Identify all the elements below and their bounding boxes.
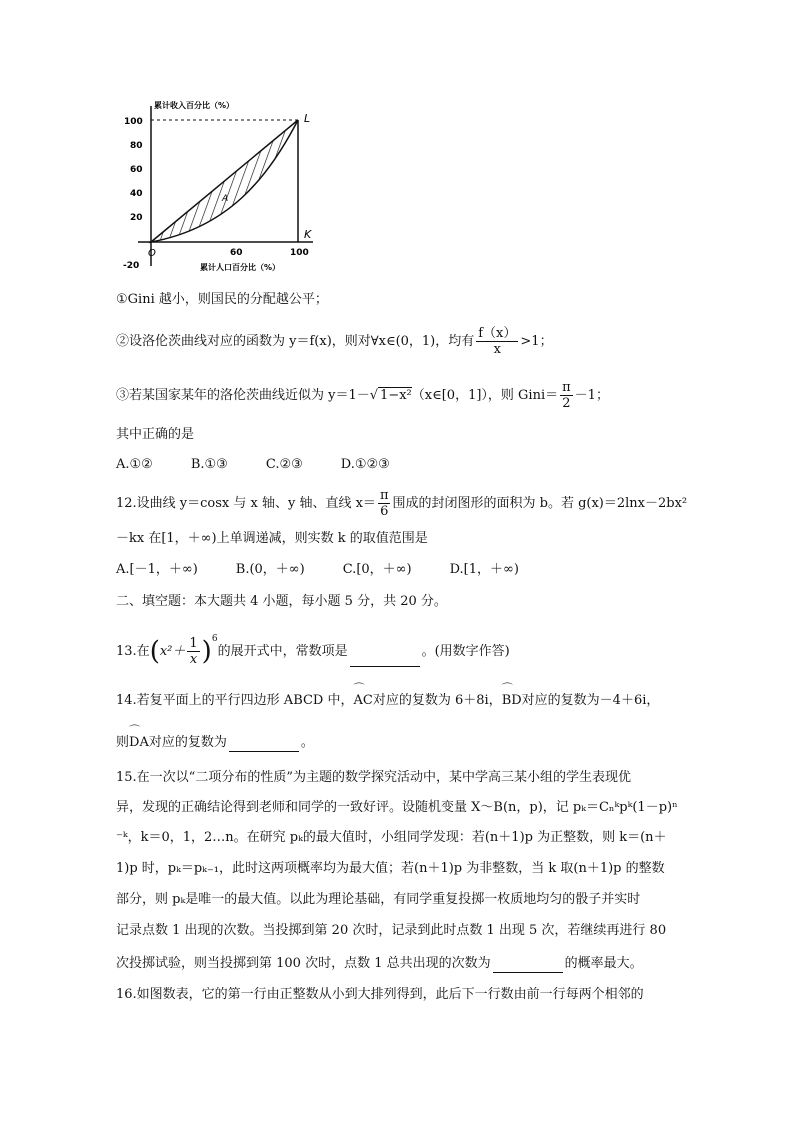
point-L: L <box>304 112 311 125</box>
q11-option-b[interactable]: B.①③ <box>190 457 228 472</box>
fraction-1-over-x: $\frac{1}{x}$ <box>189 636 198 667</box>
statement-2: ②设洛伦茨曲线对应的函数为 y＝f(x)，则对∀x∈(0，1)，均有 $\frac{f(x)}{x}$ >1； <box>116 326 553 357</box>
ytick-40: 40 <box>130 189 143 199</box>
xtick-100: 100 <box>290 248 309 258</box>
section-2-heading: 二、填空题：本大题共 4 小题，每小题 5 分，共 20 分。 <box>116 594 447 609</box>
q13-answer-blank[interactable] <box>350 652 420 667</box>
x-axis-label: 累计人口百分比（%） <box>200 263 281 272</box>
statement-3: ③若某国家某年的洛伦茨曲线近似为 y＝1－√ 1−x²（x∈[0，1]），则 Gini＝ $\frac{\pi}{2}$ －1； <box>116 380 609 411</box>
q11-option-a[interactable]: A.①② <box>116 457 153 472</box>
sqrt-sign: √ <box>369 388 379 403</box>
q15-line7: 次投掷试验，则当投掷到第 100 次时，点数 1 总共出现的次数为 的概率最大。 <box>116 956 643 971</box>
q11-option-d[interactable]: D.①②③ <box>340 457 390 472</box>
ytick-100: 100 <box>124 117 143 127</box>
q15-line5: 部分，则 pₖ是唯一的最大值。以此为理论基础，有同学重复投掷一枚质地均匀的骰子并实时 <box>116 892 641 907</box>
fraction-pi-over-6: $\frac{\pi}{6}$ <box>379 488 389 519</box>
which-correct: 其中正确的是 <box>116 427 195 442</box>
q15-line4: 1)p 时，pₖ＝pₖ₋₁，此时这两项概率均为最大值；若(n＋1)p 为非整数，当 k 取(n＋1)p 的整数 <box>116 861 665 876</box>
q12-option-d[interactable]: D.[1，＋∞) <box>449 562 519 577</box>
q15-line1: 15.在一次以“二项分布的性质”为主题的数学探究活动中，某中学高三某小组的学生表现优 <box>116 770 631 785</box>
q15-line6: 记录点数 1 出现的次数。当投掷到第 20 次时，记录到此时点数 1 出现 5 次，若继续再进行 80 <box>116 923 667 938</box>
fraction-fx-over-x: $\frac{f(x)}{x}$ <box>478 326 517 357</box>
q12-option-c[interactable]: C.[0，＋∞) <box>342 562 412 577</box>
point-O: O <box>148 248 156 259</box>
vector-AC: ⌒ AC <box>354 692 373 710</box>
y-axis-label: 累计收入百分比（%） <box>154 101 235 110</box>
vector-BD: ⌒ BD <box>502 692 522 710</box>
q11-options <box>116 456 428 474</box>
point-K: K <box>304 228 312 241</box>
ytick-20: 20 <box>130 213 143 223</box>
q12-option-b[interactable]: B.(0，＋∞) <box>235 562 305 577</box>
inequality-region <box>151 120 298 242</box>
q12-option-a[interactable]: A.[－1，＋∞) <box>116 562 198 577</box>
lorenz-chart <box>118 98 328 278</box>
q11-option-c[interactable]: C.②③ <box>265 457 303 472</box>
q12-line2: －kx 在[1，＋∞)上单调递减，则实数 k 的取值范围是 <box>116 531 428 546</box>
q12-options <box>116 561 557 579</box>
q12-line1: 12.设曲线 y＝cosx 与 x 轴、y 轴、直线 x＝ $\frac{\pi}{6}$ 围成的封闭图形的面积为 b。若 g(x)＝2lnx－2bx² <box>116 488 688 519</box>
ytick-80: 80 <box>130 141 143 151</box>
statement-1: ①Gini 越小，则国民的分配越公平； <box>116 292 328 307</box>
ytick-neg20: -20 <box>123 261 140 271</box>
q15-line3: ⁻ᵏ，k＝0，1，2…n。在研究 pₖ的最大值时，小组同学发现：若(n＋1)p 为正整数，则 k＝(n＋ <box>116 830 667 845</box>
q14-answer-blank[interactable] <box>229 737 299 752</box>
ytick-60: 60 <box>130 165 143 175</box>
q14-line2: 则⌒ DA对应的复数为 。 <box>116 734 314 752</box>
point-A: A <box>222 194 229 204</box>
xtick-60: 60 <box>230 248 243 258</box>
fraction-pi-over-2: $\frac{\pi}{2}$ <box>562 380 571 411</box>
q16-line1: 16.如图数表，它的第一行由正整数从小到大排列得到，此后下一行数由前一行每两个相邻的 <box>116 987 644 1002</box>
vector-DA: ⌒ DA <box>129 734 149 752</box>
q13: 13.在(x²＋ $\frac{1}{x}$ )$^6$的展开式中，常数项是 。(用数字作答) <box>116 634 510 667</box>
q15-answer-blank[interactable] <box>493 958 563 973</box>
q14-line1: 14.若复平面上的平行四边形 ABCD 中，⌒ AC对应的复数为 6＋8i，⌒ BD对应的复数为－4＋6i， <box>116 692 659 710</box>
q15-line2: 异，发现的正确结论得到老师和同学的一致好评。设随机变量 X～B(n，p)，记 pₖ＝Cₙᵏpᵏ(1－p)ⁿ <box>116 800 678 815</box>
